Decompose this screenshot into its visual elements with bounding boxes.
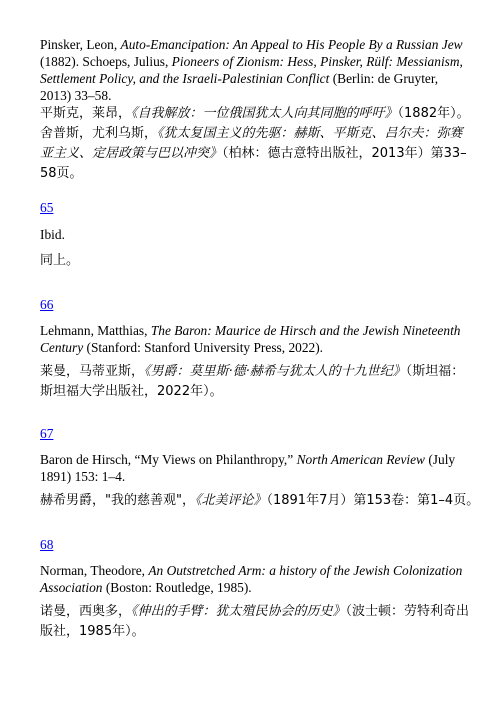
citation-text: Pinsker, Leon, xyxy=(40,37,121,52)
footnote-english-citation xyxy=(40,322,470,356)
citation-text: （波士顿：劳特利奇出版社，1985年）。 xyxy=(40,604,470,639)
citation-text: Lehmann, Matthias, xyxy=(40,323,151,338)
footnote-chinese-citation: 同上。 xyxy=(40,253,80,268)
citation-title: 《自我解放：一位俄国犹太人向其同胞的呼吁》 xyxy=(131,106,398,121)
footnote-english-citation xyxy=(40,451,470,485)
citation-title: 《男爵：莫里斯·德·赫希与犹太人的十九世纪》 xyxy=(144,364,406,379)
citation-title: 《犹太复国主义的先驱：赫斯、平斯克、吕尔夫：弥赛亚主义、定居政策与巴以冲突》 xyxy=(40,126,463,161)
footnote-english-citation xyxy=(40,562,470,596)
footnote-chinese-citation xyxy=(40,104,470,184)
footnote-chinese-citation xyxy=(40,362,470,402)
citation-title: 《伸出的手臂：犹太殖民协会的历史》 xyxy=(131,604,346,619)
citation-text: (Berlin: de Gruyter, 2013) 33–58. xyxy=(40,71,439,103)
citation-title: 《北美评论》 xyxy=(194,493,267,508)
footnote-english-citation xyxy=(40,36,470,104)
citation-text: （斯坦福：斯坦福大学出版社，2022年）。 xyxy=(40,364,465,399)
footnote-number-link[interactable]: 65 xyxy=(40,200,54,215)
footnote-number-link[interactable]: 68 xyxy=(40,537,54,552)
citation-text: （柏林：德古意特出版社，2013年）第33–58页。 xyxy=(40,146,467,181)
footnote-number-link[interactable]: 67 xyxy=(40,426,54,441)
citation-text: 诺曼，西奥多， xyxy=(40,604,132,619)
citation-text: 莱曼，马蒂亚斯， xyxy=(40,364,145,379)
citation-text: (July 1891) 153: 1–4. xyxy=(40,452,456,484)
citation-text: (Boston: Routledge, 1985). xyxy=(102,580,252,595)
citation-text: (1882). Schoeps, Julius, xyxy=(40,54,172,69)
citation-title: An Outstretched Arm: a history of the Jewish Colonization Association xyxy=(40,563,463,595)
citation-text: (Stanford: Stanford University Press, 2022). xyxy=(83,340,324,355)
citation-text: Norman, Theodore, xyxy=(40,563,149,578)
citation-text: （1891年7月）第153卷：第1–4页。 xyxy=(266,493,480,508)
citation-title: North American Review xyxy=(296,452,425,467)
footnote-english-citation: Ibid. xyxy=(40,227,65,242)
citation-title: The Baron: Maurice de Hirsch and the Jewish Nineteenth Century xyxy=(40,323,461,355)
citation-title: Auto-Emancipation: An Appeal to His People By a Russian Jew xyxy=(120,37,463,52)
citation-text: （1882年）。舍普斯，尤利乌斯， xyxy=(40,106,470,141)
citation-text: 平斯克，莱昂， xyxy=(40,106,132,121)
footnote-number-link[interactable]: 66 xyxy=(40,297,54,312)
citation-text: 赫希男爵，"我的慈善观"， xyxy=(40,493,195,508)
citation-title: Pioneers of Zionism: Hess, Pinsker, Rülf: Messianism, Settlement Policy, and the Israeli-Palestinian Conflict xyxy=(40,54,463,86)
citation-text: Baron de Hirsch, “My Views on Philanthropy,” xyxy=(40,452,297,467)
footnote-chinese-citation xyxy=(40,491,480,511)
footnote-chinese-citation xyxy=(40,602,470,642)
